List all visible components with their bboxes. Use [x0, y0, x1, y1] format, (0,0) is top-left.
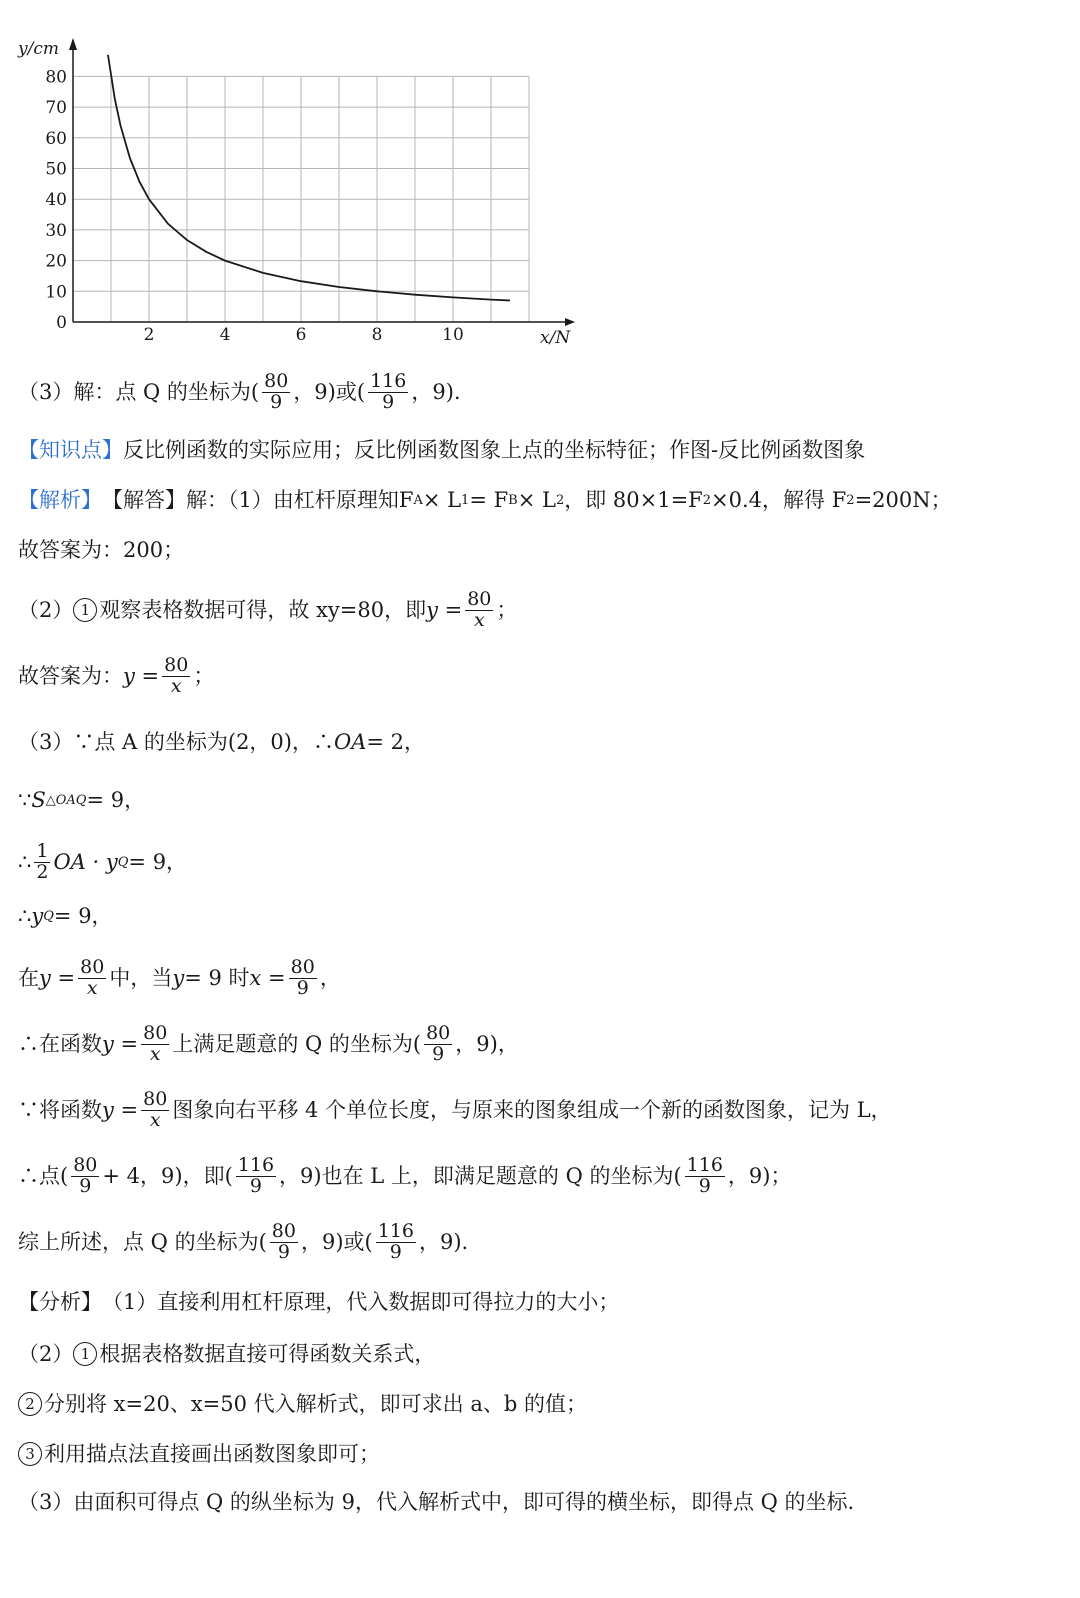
text: （1）直接利用杠杆原理，代入数据即可得拉力的大小；	[102, 1290, 620, 1314]
text: ∴	[18, 849, 32, 874]
part-3-line-2	[18, 790, 145, 811]
math: y	[31, 904, 44, 928]
text: （3）∵点 A 的坐标为(2，0)，∴	[18, 730, 334, 754]
subscript: 2	[555, 493, 565, 508]
denominator: 2	[36, 860, 49, 883]
numerator: 80	[467, 588, 492, 610]
y-tick-label: 80	[45, 67, 67, 88]
analysis-summary-3	[18, 1392, 587, 1416]
denominator: 9	[432, 1042, 445, 1065]
text: ，9)；	[727, 1163, 792, 1188]
y-tick-label: 70	[45, 98, 67, 119]
denominator: x	[86, 976, 98, 999]
analysis-summary-4	[18, 1442, 380, 1466]
y-tick-label: 0	[56, 313, 67, 333]
fraction	[424, 1024, 452, 1065]
numerator: 80	[143, 1022, 168, 1044]
text: ，	[319, 965, 341, 990]
numerator: 80	[264, 370, 289, 392]
subscript: B	[508, 493, 518, 508]
math: y =	[426, 597, 463, 622]
y-axis-arrow	[69, 38, 77, 50]
math: OA · y	[53, 849, 118, 874]
math: y =	[102, 1097, 139, 1122]
fraction	[465, 590, 493, 631]
text: （3）由面积可得点 Q 的纵坐标为 9，代入解析式中，即可得的横坐标，即得点 Q 的坐标.	[18, 1490, 855, 1514]
text: × L	[517, 488, 556, 512]
text: 故答案为：	[18, 663, 123, 688]
text: （2）	[18, 1341, 74, 1366]
x-axis-label: x/N	[540, 328, 571, 348]
x-tick-label: 4	[219, 325, 231, 345]
math: y	[172, 965, 185, 990]
numerator: 116	[237, 1154, 275, 1176]
text: ∴点(	[18, 1163, 69, 1188]
text: ，9)，	[455, 1031, 519, 1056]
text: =200N；	[854, 488, 952, 512]
subscript: 1	[461, 493, 470, 508]
answer-2	[18, 656, 214, 697]
analysis-summary-1	[18, 1292, 619, 1313]
denominator: 9	[389, 1240, 402, 1263]
text: ，9)或(	[300, 1229, 373, 1254]
denominator: 9	[698, 1174, 711, 1197]
denominator: 9	[277, 1240, 290, 1263]
answer-1	[18, 540, 184, 561]
circled-number: 1	[73, 598, 97, 622]
text: 【解答】解：（1）由杠杆原理知F	[102, 488, 414, 512]
part-3-line-6	[18, 1024, 519, 1065]
fraction	[78, 958, 106, 999]
analysis-summary-2	[18, 1342, 435, 1366]
numerator: 80	[143, 1088, 168, 1110]
denominator: x	[473, 608, 485, 631]
knowledge-point	[18, 440, 865, 461]
part-3-line-7	[18, 1090, 892, 1131]
text: = 2，	[366, 730, 426, 754]
text: ，即 80×1=F	[564, 488, 703, 512]
text: ∵将函数	[18, 1097, 102, 1122]
analysis-summary-5	[18, 1492, 854, 1513]
fraction	[236, 1156, 276, 1197]
fraction	[141, 1090, 169, 1131]
part-2-line	[18, 590, 517, 631]
subscript: △OAQ	[45, 793, 87, 808]
x-tick-label: 6	[295, 325, 307, 345]
denominator: x	[149, 1108, 161, 1131]
part-3-line-1	[18, 732, 425, 753]
curve-y-80-over-x	[108, 55, 510, 301]
denominator: x	[170, 674, 182, 697]
x-axis-arrow	[565, 318, 575, 326]
text: 在	[18, 965, 39, 990]
text: 观察表格数据可得，故 xy=80，即	[99, 597, 427, 622]
text: （3）解：点 Q 的坐标为(	[18, 379, 260, 404]
math: y =	[39, 965, 76, 990]
numerator: 80	[80, 956, 105, 978]
text: = 9 时	[184, 965, 250, 990]
text: = 9，	[86, 788, 146, 812]
text: 分别将 x=20、x=50 代入解析式，即可求出 a、b 的值；	[44, 1391, 587, 1416]
denominator: 9	[270, 390, 283, 413]
text: ，9).	[418, 1229, 469, 1254]
fraction	[141, 1024, 169, 1065]
text: + 4，9)，即(	[102, 1163, 233, 1188]
text: × L	[422, 488, 462, 512]
text: ∴在函数	[18, 1031, 102, 1056]
conclusion-line	[18, 1222, 468, 1263]
fraction	[71, 1156, 99, 1197]
denominator: 9	[79, 1174, 92, 1197]
y-tick-label: 60	[45, 128, 67, 149]
y-tick-label: 10	[45, 282, 67, 303]
math: S	[31, 788, 46, 812]
denominator: 9	[249, 1174, 262, 1197]
text: 利用描点法直接画出函数图象即可；	[44, 1441, 380, 1466]
text: ，9)或(	[293, 379, 366, 404]
part-3-line-4	[18, 906, 113, 927]
math: y =	[102, 1031, 139, 1056]
circled-number: 2	[18, 1392, 42, 1416]
answer-line-3	[18, 372, 461, 413]
fraction	[376, 1222, 416, 1263]
part-3-line-3	[18, 842, 187, 883]
fraction	[162, 656, 190, 697]
text: 上满足题意的 Q 的坐标为(	[172, 1031, 422, 1056]
text: ∴	[18, 904, 32, 928]
numerator: 80	[164, 654, 189, 676]
part-3-line-8	[18, 1156, 791, 1197]
subscript: 2	[846, 493, 855, 508]
text: 故答案为：200；	[18, 538, 185, 562]
numerator: 80	[73, 1154, 98, 1176]
chart-grid	[73, 76, 529, 322]
y-tick-label: 50	[45, 159, 67, 180]
analysis-tag: 【解析】	[18, 488, 102, 512]
inverse-proportion-chart	[0, 0, 600, 360]
analysis-summary-tag: 【分析】	[18, 1290, 102, 1314]
x-tick-label: 10	[442, 325, 464, 345]
circled-number: 1	[73, 1342, 97, 1366]
text: = 9，	[128, 849, 188, 874]
fraction	[685, 1156, 725, 1197]
text: ∵	[18, 788, 32, 812]
subscript: Q	[117, 854, 129, 870]
numerator: 80	[426, 1022, 451, 1044]
knowledge-text: 反比例函数的实际应用；反比例函数图象上点的坐标特征；作图-反比例函数图象	[123, 438, 866, 462]
numerator: 116	[686, 1154, 723, 1176]
fraction	[34, 842, 50, 883]
x-tick-label: 2	[143, 325, 155, 345]
text: ，9).	[411, 379, 461, 404]
subscript: 2	[702, 493, 712, 508]
text: ；	[193, 663, 215, 688]
numerator: 80	[290, 956, 315, 978]
subscript: A	[413, 493, 423, 508]
y-tick-label: 30	[45, 220, 67, 241]
analysis-line-1	[18, 490, 952, 511]
denominator: 9	[296, 976, 309, 999]
text: ×0.4，解得 F	[711, 488, 847, 512]
subscript: Q	[43, 909, 54, 924]
numerator: 80	[271, 1220, 296, 1242]
denominator: 9	[382, 390, 395, 413]
knowledge-tag: 【知识点】	[18, 438, 123, 462]
y-tick-label: 20	[45, 251, 67, 272]
denominator: x	[149, 1042, 161, 1065]
fraction	[368, 372, 408, 413]
fraction	[262, 372, 290, 413]
text: = 9，	[53, 904, 113, 928]
numerator: 116	[370, 370, 407, 392]
math: y =	[123, 663, 160, 688]
text: 综上所述，点 Q 的坐标为(	[18, 1229, 267, 1254]
numerator: 1	[36, 840, 49, 862]
text: 根据表格数据直接可得函数关系式，	[99, 1341, 436, 1366]
y-axis-label: y/cm	[18, 39, 59, 59]
part-3-line-5	[18, 958, 341, 999]
text: ，9)也在 L 上，即满足题意的 Q 的坐标为(	[279, 1163, 682, 1188]
fraction	[270, 1222, 298, 1263]
math: OA	[333, 730, 367, 754]
text: = F	[469, 488, 509, 512]
y-tick-label: 40	[45, 190, 67, 211]
math: x =	[249, 965, 286, 990]
fraction	[289, 958, 317, 999]
numerator: 116	[377, 1220, 414, 1242]
text: （2）	[18, 597, 74, 622]
text: 图象向右平移 4 个单位长度，与原来的图象组成一个新的函数图象，记为 L，	[172, 1097, 892, 1122]
circled-number: 3	[18, 1442, 42, 1466]
text: ；	[496, 597, 518, 622]
text: 中，当	[109, 965, 173, 990]
x-tick-label: 8	[371, 325, 383, 345]
